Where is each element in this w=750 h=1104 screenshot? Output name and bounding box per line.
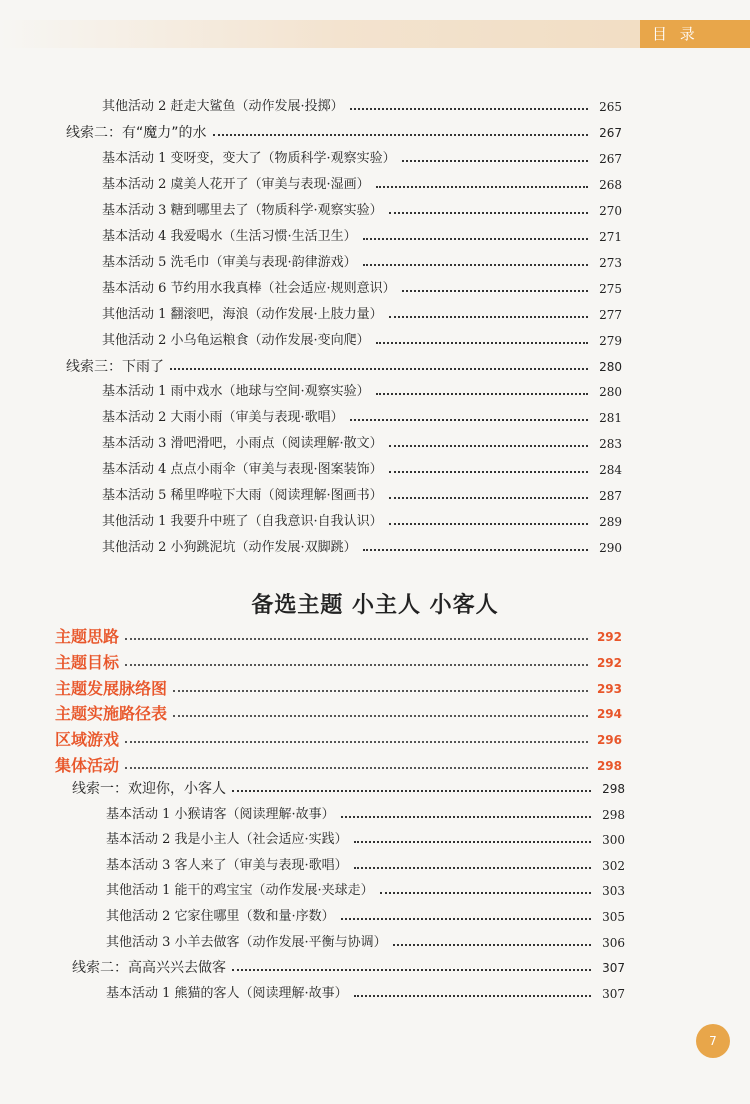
toc-entry-label: 基本活动 3 滑吧滑吧，小雨点（阅读理解·散文） [102, 436, 383, 452]
toc-clue-row[interactable] [66, 124, 622, 142]
toc-entry-page: 275 [599, 281, 622, 296]
toc-activity-row[interactable] [102, 228, 622, 246]
dot-leader [341, 918, 591, 920]
toc-entry-label: 其他活动 2 赶走大鲨鱼（动作发展·投掷） [102, 99, 344, 114]
toc-entry-label: 基本活动 1 熊猫的客人（阅读理解·故事） [106, 985, 348, 1001]
dot-leader [389, 316, 588, 318]
toc-entry-label: 基本活动 4 我爱喝水（生活习惯·生活卫生） [102, 228, 357, 244]
dot-leader [354, 841, 591, 843]
toc-entry-page: 296 [596, 733, 622, 748]
toc-entry-page: 305 [602, 910, 625, 924]
dot-leader [350, 419, 588, 421]
toc-entry-page: 267 [599, 151, 622, 166]
dot-leader [389, 212, 588, 214]
toc-entry-page: 287 [599, 489, 622, 504]
toc-section-row[interactable] [55, 755, 622, 777]
toc-entry-page: 292 [596, 655, 622, 670]
dot-leader [376, 342, 588, 344]
toc-entry-label: 其他活动 2 它家住哪里（数和量·序数） [106, 909, 335, 924]
toc-activity-row[interactable] [102, 150, 622, 168]
toc-entry-label: 基本活动 2 虞美人花开了（审美与表现·湿画） [102, 176, 370, 192]
toc-section-row[interactable] [55, 729, 622, 751]
toc-entry-page: 273 [599, 255, 622, 270]
toc-activity-row[interactable] [102, 280, 622, 298]
toc-entry-page: 265 [599, 100, 622, 114]
toc-entry-page: 300 [602, 833, 625, 848]
toc-activity-row[interactable] [102, 332, 622, 350]
toc-section-row[interactable] [55, 703, 622, 725]
dot-leader [125, 741, 588, 743]
toc-entry-page: 292 [596, 630, 622, 644]
dot-leader [354, 995, 591, 997]
toc-activity-row[interactable] [102, 409, 622, 427]
toc-clue-row[interactable] [66, 358, 622, 376]
toc-entry-page: 298 [596, 759, 622, 773]
dot-leader [363, 238, 588, 240]
toc-entry-page: 279 [599, 333, 622, 348]
toc-entry-page: 268 [599, 177, 622, 192]
dot-leader [376, 186, 588, 188]
toc-activity-row[interactable] [102, 98, 622, 116]
toc-clue-row[interactable] [72, 959, 625, 977]
dot-leader [402, 290, 588, 292]
toc-entry-page: 271 [599, 229, 622, 244]
toc-entry-page: 293 [596, 681, 622, 696]
toc-activity-row[interactable] [106, 934, 625, 952]
toc-activity-row[interactable] [106, 857, 625, 875]
dot-leader [350, 108, 588, 110]
toc-entry-page: 306 [602, 935, 625, 950]
toc-activity-row[interactable] [106, 908, 625, 926]
dot-leader [170, 368, 588, 370]
dot-leader [125, 664, 588, 666]
toc-entry-label: 主题发展脉络图 [55, 678, 168, 698]
toc-entry-page: 307 [602, 986, 625, 1001]
dot-leader [393, 944, 591, 946]
dot-leader [125, 767, 588, 769]
toc-section-row[interactable] [55, 678, 622, 700]
toc-entry-page: 270 [599, 203, 622, 218]
toc-activity-row[interactable] [102, 176, 622, 194]
toc-entry-label: 基本活动 3 糖到哪里去了（物质科学·观察实验） [102, 202, 383, 218]
dot-leader [380, 892, 591, 894]
dot-leader [213, 134, 588, 136]
toc-activity-row[interactable] [102, 254, 622, 272]
toc-entry-label: 线索二：高高兴兴去做客 [72, 960, 226, 977]
dot-leader [173, 715, 588, 717]
toc-entry-label: 其他活动 1 翻滚吧，海浪（动作发展·上肢力量） [102, 306, 383, 322]
toc-activity-row[interactable] [106, 882, 625, 900]
toc-activity-row[interactable] [106, 985, 625, 1003]
dot-leader [354, 867, 591, 869]
toc-entry-label: 线索一：欢迎你，小客人 [72, 781, 226, 797]
toc-activity-row[interactable] [102, 435, 622, 453]
toc-entry-label: 区域游戏 [55, 730, 120, 750]
toc-entry-page: 303 [602, 884, 625, 899]
dot-leader [389, 445, 588, 447]
toc-section-row[interactable] [55, 652, 622, 674]
toc-entry-label: 其他活动 2 小乌龟运粮食（动作发展·变向爬） [102, 332, 370, 348]
toc-entry-page: 267 [599, 125, 622, 140]
toc-entry-page: 280 [599, 359, 622, 374]
toc-entry-label: 基本活动 5 洗毛巾（审美与表现·韵律游戏） [102, 254, 357, 270]
toc-activity-row[interactable] [102, 513, 622, 531]
toc-entry-page: 290 [599, 541, 622, 556]
toc-entry-label: 集体活动 [55, 756, 120, 775]
toc-activity-row[interactable] [102, 306, 622, 324]
toc-entry-label: 基本活动 1 小猴请客（阅读理解·故事） [106, 806, 335, 822]
toc-entry-label: 基本活动 6 节约用水我真棒（社会适应·规则意识） [102, 280, 396, 296]
toc-activity-row[interactable] [102, 487, 622, 505]
toc-entry-label: 线索二：有“魔力”的水 [66, 124, 207, 141]
toc-entry-page: 284 [599, 463, 622, 478]
toc-entry-page: 289 [599, 515, 622, 530]
dot-leader [363, 264, 588, 266]
dot-leader [341, 816, 591, 818]
toc-activity-row[interactable] [102, 461, 622, 479]
toc-activity-row[interactable] [102, 202, 622, 220]
dot-leader [389, 497, 588, 499]
toc-activity-row[interactable] [102, 383, 622, 401]
toc-entry-label: 主题实施路径表 [55, 704, 168, 724]
toc-entry-label: 基本活动 4 点点小雨伞（审美与表现·图案装饰） [102, 462, 383, 478]
toc-entry-label: 其他活动 3 小羊去做客（动作发展·平衡与协调） [106, 934, 387, 950]
dot-leader [363, 549, 588, 551]
toc-entry-label: 基本活动 5 稀里哗啦下大雨（阅读理解·图画书） [102, 488, 383, 504]
toc-entry-page: 307 [602, 961, 625, 976]
toc-entry-label: 基本活动 1 雨中戏水（地球与空间·观察实验） [102, 384, 370, 400]
toc-entry-label: 基本活动 3 客人来了（审美与表现·歌唱） [106, 857, 348, 873]
toc-entry-label: 基本活动 1 变呀变，变大了（物质科学·观察实验） [102, 150, 396, 166]
toc-entry-label: 主题思路 [55, 627, 120, 646]
toc-entry-page: 283 [599, 437, 622, 452]
toc-activity-row[interactable] [106, 831, 625, 849]
toc-entry-page: 277 [599, 307, 622, 322]
toc-entry-page: 280 [599, 385, 622, 400]
toc-entry-page: 298 [602, 807, 625, 822]
page-number: 7 [696, 1024, 730, 1058]
toc-entry-label: 主题目标 [55, 652, 120, 672]
dot-leader [376, 393, 588, 395]
toc-entry-label: 其他活动 1 能干的鸡宝宝（动作发展·夹球走） [106, 883, 374, 899]
toc-entry-page: 302 [602, 858, 625, 873]
dot-leader [402, 160, 588, 162]
toc-entry-label: 其他活动 2 小狗跳泥坑（动作发展·双脚跳） [102, 540, 357, 556]
dot-leader [125, 638, 588, 640]
dot-leader [173, 690, 588, 692]
toc-entry-label: 基本活动 2 我是小主人（社会适应·实践） [106, 832, 348, 848]
toc-entry-page: 298 [602, 782, 625, 796]
toc-entry-label: 线索三：下雨了 [66, 358, 164, 375]
toc-entry-label: 其他活动 1 我要升中班了（自我意识·自我认识） [102, 514, 383, 530]
toc-entry-page: 281 [599, 411, 622, 426]
dot-leader [389, 523, 588, 525]
toc-clue-row[interactable] [72, 780, 625, 798]
dot-leader [389, 471, 588, 473]
dot-leader [232, 790, 591, 792]
toc-entry-label: 基本活动 2 大雨小雨（审美与表现·歌唱） [102, 410, 344, 426]
toc-activity-row[interactable] [106, 806, 625, 824]
toc-entry-page: 294 [596, 707, 622, 722]
theme-title: 备选主题 小主人 小客人 [251, 592, 499, 618]
toc-section-row[interactable] [55, 626, 622, 648]
toc-activity-row[interactable] [102, 539, 622, 557]
header-tab: 目 录 [640, 20, 750, 48]
dot-leader [232, 969, 591, 971]
